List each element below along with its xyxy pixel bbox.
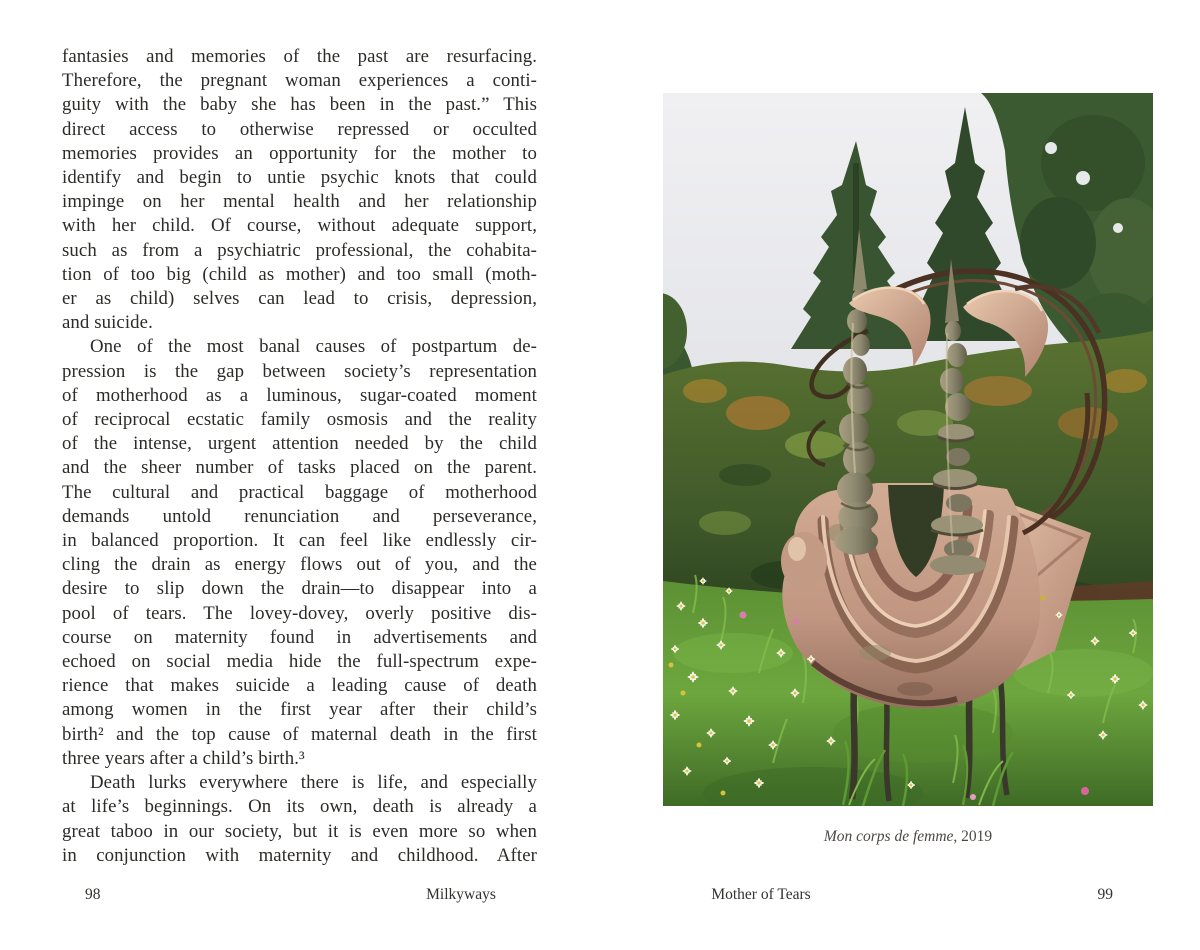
text-line: rience that makes suicide a leading cause of death bbox=[62, 675, 537, 697]
text-line: of the intense, urgent attention needed by the child bbox=[62, 433, 537, 455]
text-line: such as from a psychiatric professional, the cohabita- bbox=[62, 239, 537, 261]
text-line: echoed on social media hide the full-spectrum expe- bbox=[62, 651, 537, 673]
text-line: of reciprocal ecstatic family osmosis and the reality bbox=[62, 409, 537, 431]
text-line: in balanced proportion. It can feel like endlessly cir- bbox=[62, 530, 537, 552]
text-line: course on maternity found in advertisements and bbox=[62, 626, 537, 648]
text-line: tion of too big (child as mother) and too small (moth- bbox=[62, 263, 537, 285]
sculpture-photo-illustration bbox=[663, 93, 1153, 806]
text-line: with her child. Of course, without adequate support, bbox=[62, 215, 537, 237]
text-line: fantasies and memories of the past are resurfacing. bbox=[62, 46, 537, 67]
text-line: and the sheer number of tasks placed on the parent. bbox=[62, 457, 537, 479]
left-page-number: 98 bbox=[85, 886, 101, 903]
text-line: great taboo in our society, but it is even more so when bbox=[62, 820, 537, 842]
figure-caption bbox=[824, 828, 992, 846]
text-line: birth² and the top cause of maternal death in the first bbox=[62, 723, 537, 745]
figure-photo bbox=[663, 93, 1153, 806]
text-line: among women in the first year after their child’s bbox=[62, 699, 537, 721]
text-line: identify and begin to untie psychic knots that could bbox=[62, 167, 537, 189]
text-line: guity with the baby she has been in the past.” This bbox=[62, 94, 537, 116]
text-line: direct access to otherwise repressed or occulted bbox=[62, 118, 537, 140]
text-line: at life’s beginnings. On its own, death is already a bbox=[62, 796, 537, 818]
text-line: in conjunction with maternity and childhood. After bbox=[62, 844, 537, 866]
text-line: pool of tears. The lovey-dovey, overly positive dis- bbox=[62, 602, 537, 624]
left-running-title: Milkyways bbox=[426, 886, 496, 903]
text-line: impinge on her mental health and her relationship bbox=[62, 191, 537, 213]
text-line: of motherhood as a luminous, sugar-coated moment bbox=[62, 384, 537, 406]
right-page-number: 99 bbox=[1097, 886, 1113, 903]
text-line: Therefore, the pregnant woman experiences a conti- bbox=[62, 70, 537, 92]
text-line: and suicide. bbox=[62, 312, 153, 334]
artwork-title: Mon corps de femme bbox=[823, 828, 954, 845]
text-line: desire to slip down the drain—to disappear into a bbox=[62, 578, 537, 600]
text-line: Death lurks everywhere there is life, and especially bbox=[90, 772, 537, 794]
text-line: cling the drain as energy flows out of you, and the bbox=[62, 554, 537, 576]
body-text bbox=[62, 45, 537, 868]
text-line: memories provides an opportunity for the mother to bbox=[62, 142, 537, 164]
text-line: three years after a child’s birth.³ bbox=[62, 747, 305, 769]
text-line: One of the most banal causes of postpartum de- bbox=[90, 336, 537, 358]
text-line: pression is the gap between society’s representation bbox=[62, 360, 537, 382]
text-line: demands untold renunciation and perseverance, bbox=[62, 505, 537, 527]
text-line: er as child) selves can lead to crisis, depression, bbox=[62, 288, 537, 310]
artwork-year: , 2019 bbox=[953, 828, 993, 845]
right-running-title: Mother of Tears bbox=[711, 886, 811, 903]
text-line: The cultural and practical baggage of motherhood bbox=[62, 481, 537, 503]
